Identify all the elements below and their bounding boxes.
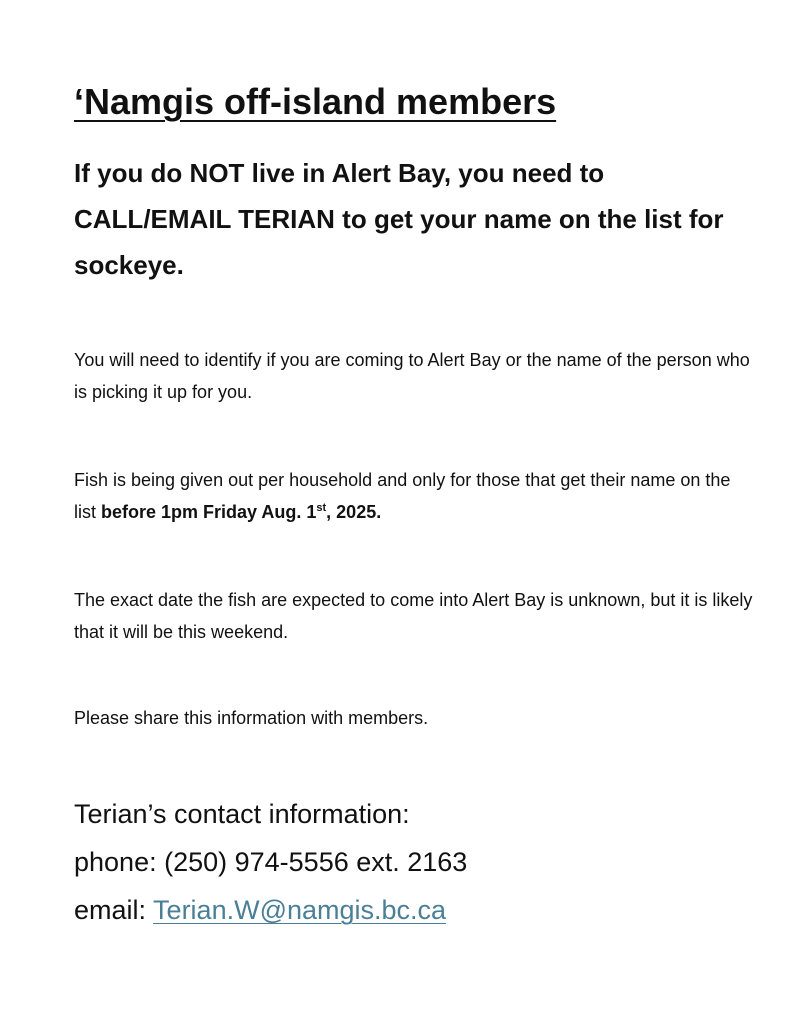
email-link[interactable]: Terian.W@namgis.bc.ca <box>153 895 447 925</box>
contact-email-line <box>74 886 754 934</box>
paragraph-fish-distribution <box>74 464 754 528</box>
headline-instruction: If you do NOT live in Alert Bay, you need to CALL/EMAIL TERIAN to get your name on the list for sockeye. <box>74 158 724 280</box>
fish-distribution-text: Fish is being given out per household and only for those that get their name on the list <box>74 470 731 522</box>
deadline-year: , 2025. <box>326 502 382 522</box>
paragraph-identify: You will need to identify if you are coming to Alert Bay or the name of the person who is picking it up for you. <box>74 350 750 402</box>
contact-block <box>74 790 754 934</box>
paragraph-share: Please share this information with members. <box>74 708 429 728</box>
deadline-text <box>101 502 381 522</box>
phone-label: phone: <box>74 847 165 877</box>
deadline-ordinal-suffix: st <box>316 502 327 514</box>
email-label: email: <box>74 895 154 925</box>
page-title: ‘Namgis off-island members <box>74 81 557 122</box>
contact-heading: Terian’s contact information: <box>74 799 410 829</box>
phone-number: (250) 974-5556 ext. 2163 <box>164 847 468 877</box>
deadline-main: before 1pm Friday Aug. 1 <box>101 502 317 522</box>
contact-phone-line <box>74 838 754 886</box>
paragraph-arrival-date: The exact date the fish are expected to come into Alert Bay is unknown, but it is likely that it will be this weekend. <box>74 590 753 642</box>
